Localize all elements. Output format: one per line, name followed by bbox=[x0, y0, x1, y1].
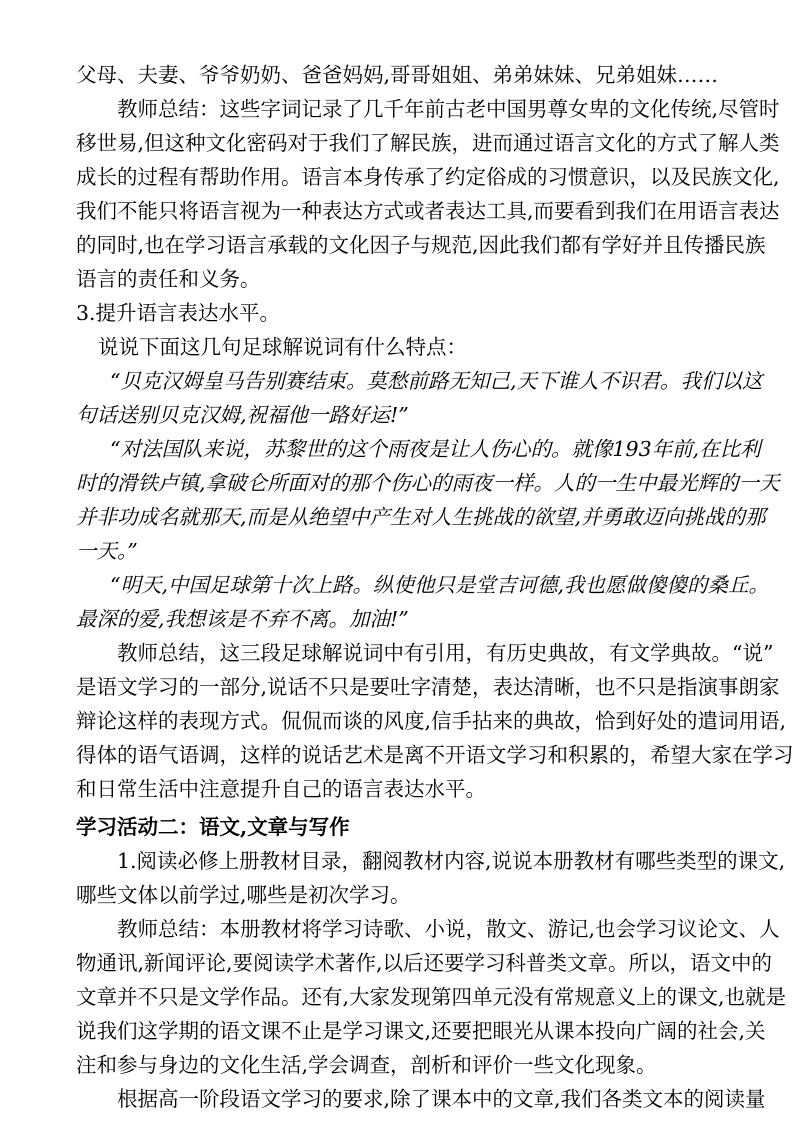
text-line: 说我们这学期的语文课不止是学习课文,还要把眼光从课本投向广阔的社会,关 bbox=[76, 1019, 766, 1043]
text-line: “贝克汉姆皇马告别赛结束。莫愁前路无知己,天下谁人不识君。我们以这 bbox=[110, 369, 763, 393]
text-line: 是语文学习的一部分,说话不只是要吐字清楚，表达清晰，也不只是指演事朗家 bbox=[76, 675, 780, 699]
paragraph-teacher-summary-1 bbox=[76, 92, 780, 296]
paragraph-kinship-terms bbox=[76, 58, 724, 92]
text-line: 根据高一阶段语文学习的要求,除了课本中的文章,我们各类文本的阅读量 bbox=[117, 1087, 766, 1111]
quote-china-football bbox=[76, 568, 770, 636]
text-line: 并非功成名就那天,而是从绝望中产生对人生挑战的欲望,并勇敢迈向挑战的那 bbox=[76, 505, 766, 529]
text-line: 1.阅读必修上册教材目录，翻阅教材内容,说说本册教材有哪些类型的课文, bbox=[117, 849, 786, 873]
paragraph-teacher-summary-2 bbox=[76, 636, 794, 806]
text-line: 辩论这样的表现方式。侃侃而谈的风度,信手拈来的典故，恰到好处的遣词用语, bbox=[76, 709, 787, 733]
text-line: 3.提升语言表达水平。 bbox=[76, 301, 281, 325]
text-line: 的同时,也在学习语言承载的文化因子与规范,因此我们都有学好并且传播民族 bbox=[76, 233, 766, 257]
section-heading bbox=[76, 810, 724, 844]
paragraph-prompt bbox=[76, 330, 724, 364]
heading-text: 学习活动二：语文,文章与写作 bbox=[76, 815, 350, 839]
text-line: 说说下面这几句足球解说词有什么特点： bbox=[98, 335, 467, 359]
text-line: “对法国队来说，苏黎世的这个雨夜是让人伤心的。就像193年前,在比利 bbox=[110, 437, 761, 461]
text-line: 物通讯,新闻评论,要阅读学术著作,以后还要学习科普类文章。所以，语文中的 bbox=[76, 951, 773, 975]
text-line: 一天。” bbox=[76, 539, 138, 563]
text-line: 教师总结：这些字词记录了几千年前古老中国男尊女卑的文化传统,尽管时 bbox=[117, 97, 780, 121]
paragraph-item-1 bbox=[76, 844, 786, 912]
quote-france bbox=[76, 432, 780, 568]
text-line: 父母、夫妻、爷爷奶奶、爸爸妈妈,哥哥姐姐、弟弟妹妹、兄弟姐妹…… bbox=[76, 63, 719, 87]
text-line: 和日常生活中注意提升自己的语言表达水平。 bbox=[76, 777, 486, 801]
text-line: 句话送别贝克汉姆,祝福他一路好运!” bbox=[76, 403, 409, 427]
text-line: 我们不能只将语言视为一种表达方式或者表达工具,而要看到我们在用语言表达 bbox=[76, 199, 780, 223]
quote-beckham bbox=[76, 364, 763, 432]
text-line: 语言的责任和义务。 bbox=[76, 267, 261, 291]
text-line: 移世易,但这种文化密码对于我们了解民族，进而通过语言文化的方式了解人类 bbox=[76, 131, 780, 155]
text-line: 注和参与身边的文化生活,学会调查，剖析和评价一些文化现象。 bbox=[76, 1053, 657, 1077]
text-line: 教师总结，这三段足球解说词中有引用，有历史典故，有文学典故。“说” bbox=[117, 641, 774, 665]
text-line: 哪些文体以前学过,哪些是初次学习。 bbox=[76, 883, 411, 907]
paragraph-teacher-summary-3 bbox=[76, 912, 787, 1082]
text-line: 得体的语气语调，这样的说话艺术是离不开语文学习和积累的，希望大家在学习 bbox=[76, 743, 794, 767]
text-line: 时的滑铁卢镇,拿破仑所面对的那个伤心的雨夜一样。人的一生中最光辉的一天 bbox=[76, 471, 780, 495]
paragraph-reading-requirements bbox=[76, 1082, 766, 1116]
text-line: 成长的过程有帮助作用。语言本身传承了约定俗成的习惯意识，以及民族文化, bbox=[76, 165, 780, 189]
text-line: 文章并不只是文学作品。还有,大家发现第四单元没有常规意义上的课文,也就是 bbox=[76, 985, 787, 1009]
paragraph-section-3 bbox=[76, 296, 724, 330]
text-line: 教师总结：本册教材将学习诗歌、小说，散文、游记,也会学习议论文、人 bbox=[117, 917, 780, 941]
text-line: “明天,中国足球第十次上路。纵使他只是堂吉诃德,我也愿做傻傻的桑丘。 bbox=[110, 573, 770, 597]
text-line: 最深的爱,我想该是不弃不离。加油!” bbox=[76, 607, 409, 631]
